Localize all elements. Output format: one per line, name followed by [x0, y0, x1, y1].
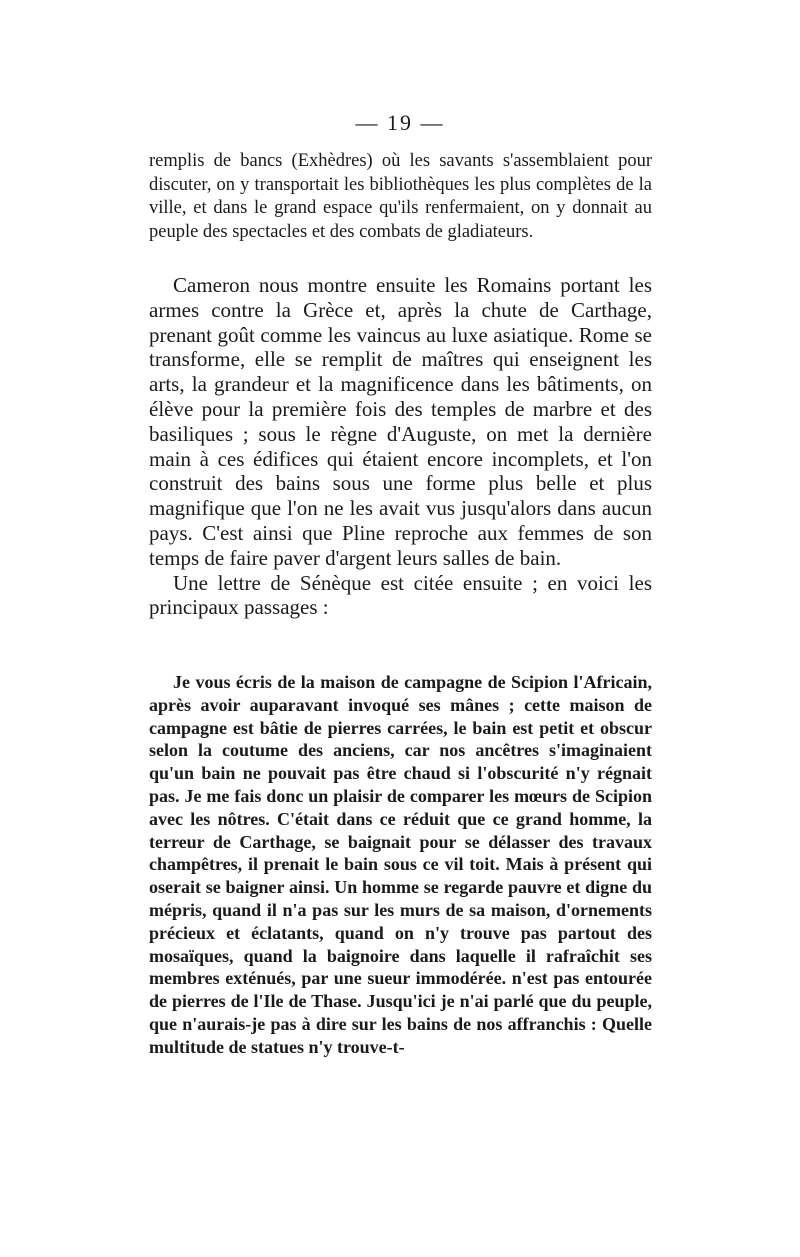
main-text: [149, 273, 652, 620]
continuation-text: [149, 150, 652, 244]
page-number: — 19 —: [355, 110, 445, 135]
paragraph-cameron: Cameron nous montre ensuite les Romains portant les armes contre la Grèce et, après la chute de Carthage, prenant goût comme les vaincus au luxe asiatique. Rome se transforme, elle se remplit de maîtres qui enseignent les arts, la grandeur et la magnificence dans les bâtiments, on élève pour la première fois des temples de marbre et des basiliques ; sous le règne d'Auguste, on met la dernière main à ces édifices qui étaient encore incomplets, et l'on construit des bains sous une forme plus belle et plus magnifique que l'on ne les avait vus jusqu'alors dans aucun pays. C'est ainsi que Pline reproche aux femmes de son temps de faire paver d'argent leurs salles de bain.: [149, 273, 652, 570]
quote-text: Je vous écris de la maison de campagne de Scipion l'Africain, après avoir auparavant invoqué ses mânes ; cette maison de campagne est bâtie de pierres carrées, le bain est petit et obscur selon la coutume des anciens, car nos ancêtres s'imaginaient qu'un bain ne pouvait pas être chaud si l'obscurité n'y régnait pas. Je me fais donc un plaisir de comparer les mœurs de Scipion avec les nôtres. C'était dans ce réduit que ce grand homme, la terreur de Carthage, se baignait pour se délasser des travaux champêtres, il prenait le bain sous ce vil toit. Mais à présent qui oserait se baigner ainsi. Un homme se regarde pauvre et digne du mépris, quand il n'a pas sur les murs de sa maison, d'ornements précieux et éclatants, quand on n'y trouve pas partout des mosaïques, quand la baignoire dans laquelle il rafraîchit ses membres exténués, par une sueur immodérée. n'est pas entourée de pierres de l'Ile de Thase. Jusqu'ici je n'ai parlé que du peuple, que n'aurais-je pas à dire sur les bains de nos affranchis : Quelle multitude de statues n'y trouve-t-: [149, 672, 652, 1057]
paragraph-seneque-intro: Une lettre de Sénèque est citée ensuite ; en voici les principaux passages :: [149, 570, 652, 620]
seneque-letter-quote: [149, 671, 652, 1059]
continuation-paragraph: remplis de bancs (Exhèdres) où les savants s'assemblaient pour discuter, on y transportait les bibliothèques les plus complètes de la ville, et dans le grand espace qu'ils renfermaient, on y donnait au peuple des spectacles et des combats de gladiateurs.: [149, 151, 652, 242]
